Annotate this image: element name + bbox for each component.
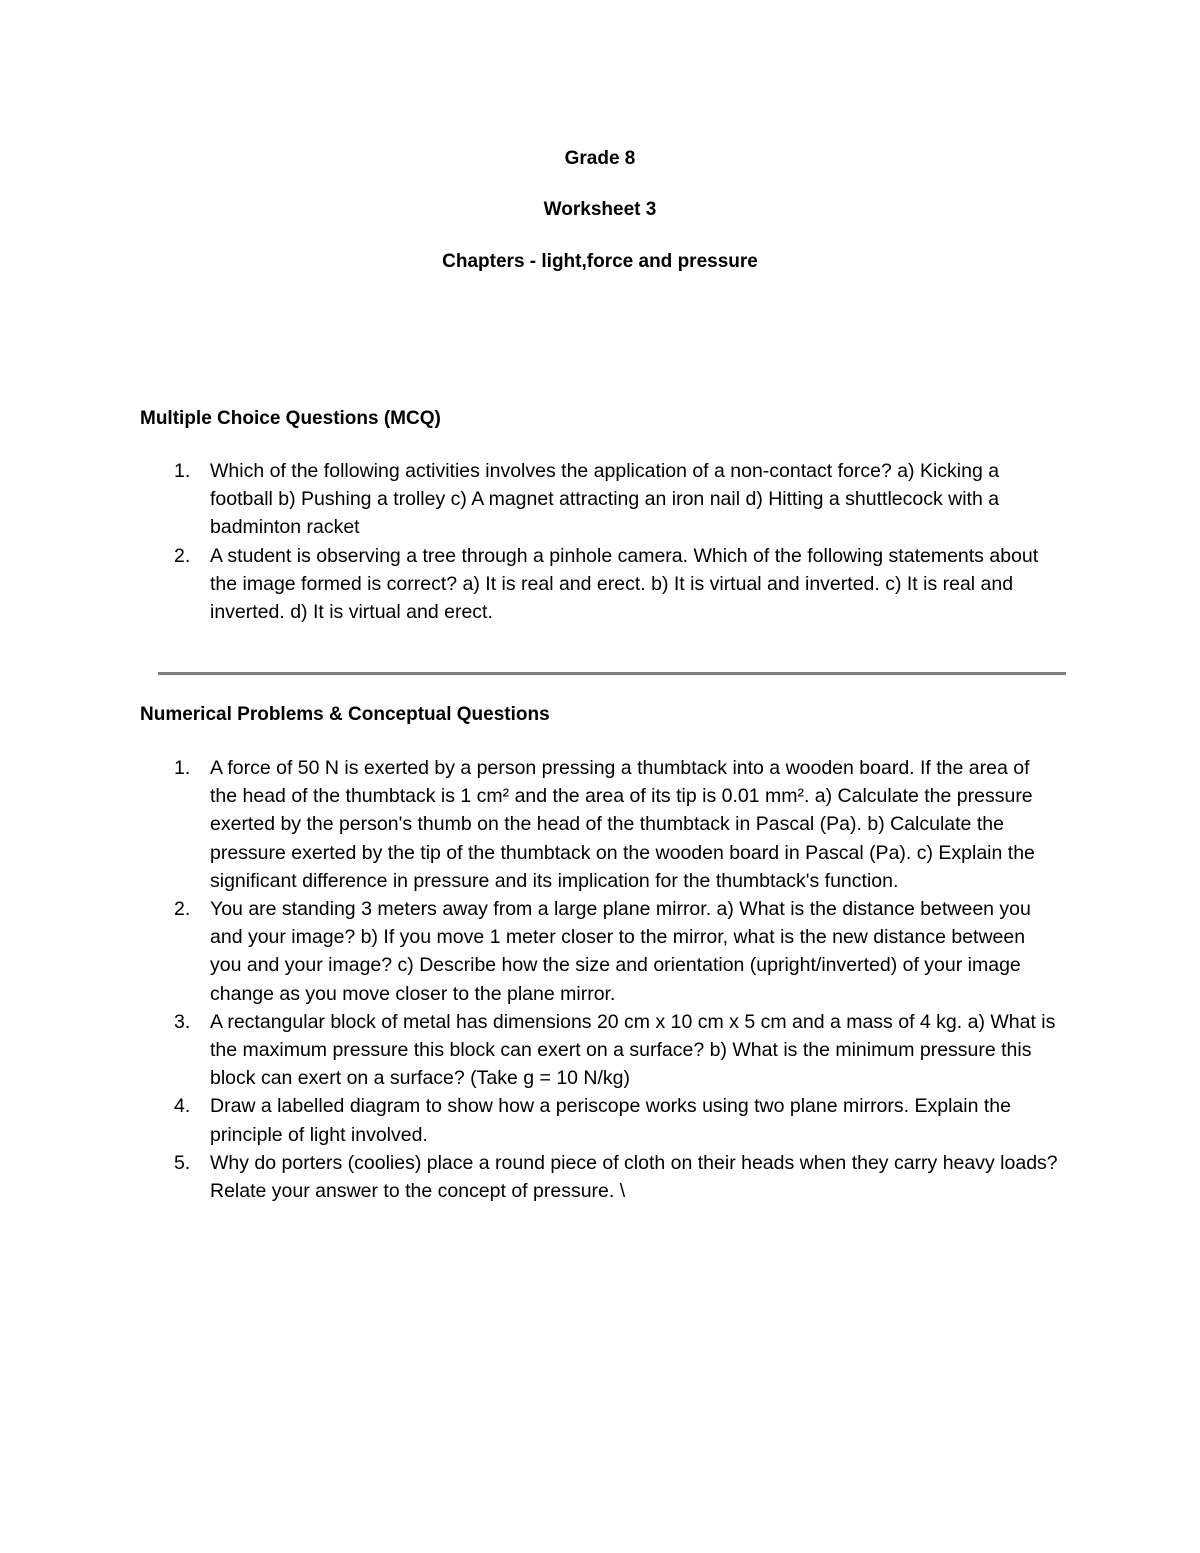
mcq-question-list bbox=[140, 457, 1060, 626]
section-divider bbox=[158, 672, 1066, 675]
numerical-question-list bbox=[140, 754, 1060, 1205]
grade-title: Grade 8 bbox=[564, 148, 636, 169]
question-number: 2. bbox=[174, 898, 191, 921]
question-number: 2. bbox=[174, 544, 191, 567]
question-text: Why do porters (coolies) place a round piece of cloth on their heads when they carry heavy loads? Relate your answer to the concept of pressure. \ bbox=[210, 1151, 1058, 1203]
mcq-question-1 bbox=[140, 457, 1060, 542]
question-number: 5. bbox=[174, 1151, 191, 1174]
question-number: 4. bbox=[174, 1095, 191, 1118]
numerical-question-2 bbox=[140, 895, 1060, 1008]
question-text: A force of 50 N is exerted by a person pressing a thumbtack into a wooden board. If the area of the head of the thumbtack is 1 cm² and the area of its tip is 0.01 mm². a) Calculate the pressure exerted by the person's thumb on the head of the thumbtack in Pascal (Pa). b) Calculate the pressure exerted by the tip of the thumbtack on the wooden board in Pascal (Pa). c) Explain the significant difference in pressure and its implication for the thumbtack's function. bbox=[210, 757, 1035, 892]
worksheet-title: Worksheet 3 bbox=[543, 199, 657, 220]
question-text: A rectangular block of metal has dimensions 20 cm x 10 cm x 5 cm and a mass of 4 kg. a) What is the maximum pressure this block can exert on a surface? b) What is the minimum pressure this block can exert on a surface? (Take g = 10 N/kg) bbox=[210, 1010, 1056, 1090]
chapters-title: Chapters - light,force and pressure bbox=[442, 251, 758, 272]
numerical-question-3 bbox=[140, 1008, 1060, 1093]
numerical-heading: Numerical Problems & Conceptual Questions bbox=[140, 704, 550, 725]
question-number: 3. bbox=[174, 1010, 191, 1033]
question-number: 1. bbox=[174, 757, 191, 779]
mcq-heading: Multiple Choice Questions (MCQ) bbox=[140, 408, 441, 429]
numerical-question-4 bbox=[140, 1092, 1060, 1148]
numerical-question-5 bbox=[140, 1149, 1060, 1205]
question-text: Which of the following activities involves the application of a non-contact force? a) Kicking a football b) Pushing a trolley c) A magnet attracting an iron nail d) Hitting a shuttlecock with a badminton racket bbox=[210, 460, 1000, 539]
question-text: Draw a labelled diagram to show how a periscope works using two plane mirrors. Explain the principle of light involved. bbox=[210, 1095, 1011, 1146]
question-text: A student is observing a tree through a pinhole camera. Which of the following statements about the image formed is correct? a) It is real and erect. b) It is virtual and inverted. c) It is real and inverted. d) It is virtual and erect. bbox=[210, 544, 1039, 624]
question-number: 1. bbox=[174, 460, 191, 482]
numerical-question-1 bbox=[140, 754, 1060, 895]
question-text: You are standing 3 meters away from a large plane mirror. a) What is the distance between you and your image? b) If you move 1 meter closer to the mirror, what is the new distance between you and your image? c) Describe how the size and orientation (upright/inverted) of your image change as you move closer to the plane mirror. bbox=[210, 898, 1031, 1005]
mcq-question-2 bbox=[140, 542, 1060, 627]
